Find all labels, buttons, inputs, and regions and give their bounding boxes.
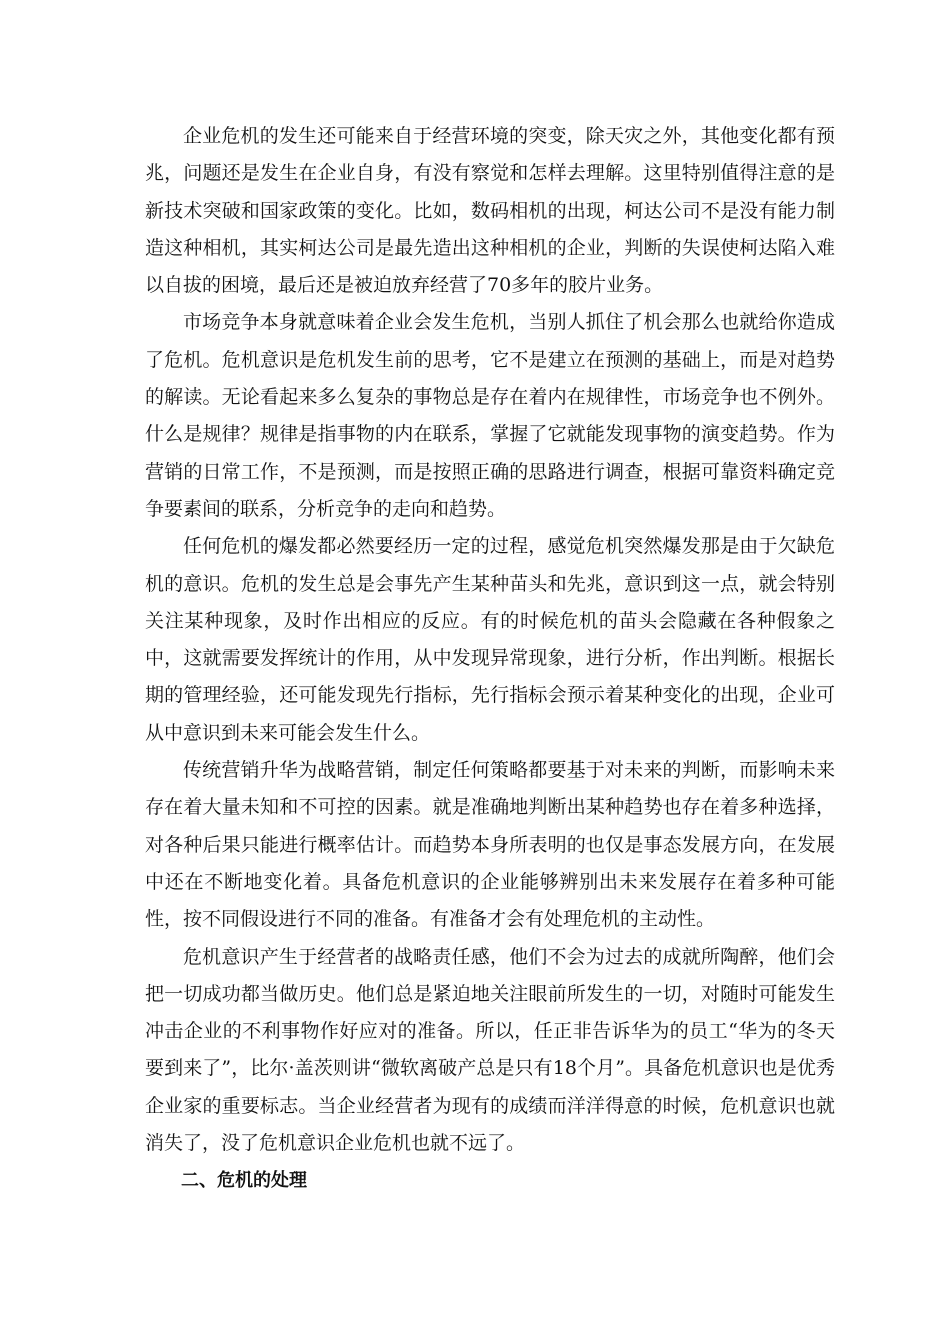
paragraph-environment-change: 企业危机的发生还可能来自于经营环境的突变，除天灾之外，其他变化都有预兆，问题还是发生在企业自身，有没有察觉和怎样去理解。这里特别值得注意的是新技术突破和国家政策的变化。比如，数码相机的出现，柯达公司不是没有能力制造这种相机，其实柯达公司是最先造出这种相机的企业，判断的失误使柯达陷入难以自拔的困境，最后还是被迫放弃经营了70多年的胶片业务。 bbox=[145, 125, 835, 297]
paragraph-crisis-process: 任何危机的爆发都必然要经历一定的过程，感觉危机突然爆发那是由于欠缺危机的意识。危机的发生总是会事先产生某种苗头和先兆，意识到这一点，就会特别关注某种现象，及时作出相应的反应。有的时候危机的苗头会隐藏在各种假象之中，这就需要发挥统计的作用，从中发现异常现象，进行分析，作出判断。根据长期的管理经验，还可能发现先行指标，先行指标会预示着某种变化的出现，企业可从中意识到未来可能会发生什么。 bbox=[145, 535, 835, 744]
document-body bbox=[145, 118, 835, 1200]
paragraph-crisis-awareness: 危机意识产生于经营者的战略责任感，他们不会为过去的成就所陶醉，他们会把一切成功都当做历史。他们总是紧迫地关注眼前所发生的一切，对随时可能发生冲击企业的不利事物作好应对的准备。所以，任正非告诉华为的员工“华为的冬天要到来了”，比尔·盖茨则讲“微软离破产总是只有18个月”。具备危机意识也是优秀企业家的重要标志。当企业经营者为现有的成绩而洋洋得意的时候，危机意识也就消失了，没了危机意识企业危机也就不远了。 bbox=[145, 945, 835, 1155]
paragraph-market-competition: 市场竞争本身就意味着企业会发生危机，当别人抓住了机会那么也就给你造成了危机。危机意识是危机发生前的思考，它不是建立在预测的基础上，而是对趋势的解读。无论看起来多么复杂的事物总是存在着内在规律性，市场竞争也不例外。什么是规律？规律是指事物的内在联系，掌握了它就能发现事物的演变趋势。作为营销的日常工作，不是预测，而是按照正确的思路进行调查，根据可靠资料确定竞争要素间的联系，分析竞争的走向和趋势。 bbox=[145, 311, 835, 520]
paragraph-strategic-marketing: 传统营销升华为战略营销，制定任何策略都要基于对未来的判断，而影响未来存在着大量未知和不可控的因素。就是准确地判断出某种趋势也存在着多种选择，对各种后果只能进行概率估计。而趋势本身所表明的也仅是事态发展方向，在发展中还在不断地变化着。具备危机意识的企业能够辨别出未来发展存在着多种可能性，按不同假设进行不同的准备。有准备才会有处理危机的主动性。 bbox=[145, 759, 835, 931]
section-heading: 二、危机的处理 bbox=[181, 1170, 307, 1192]
